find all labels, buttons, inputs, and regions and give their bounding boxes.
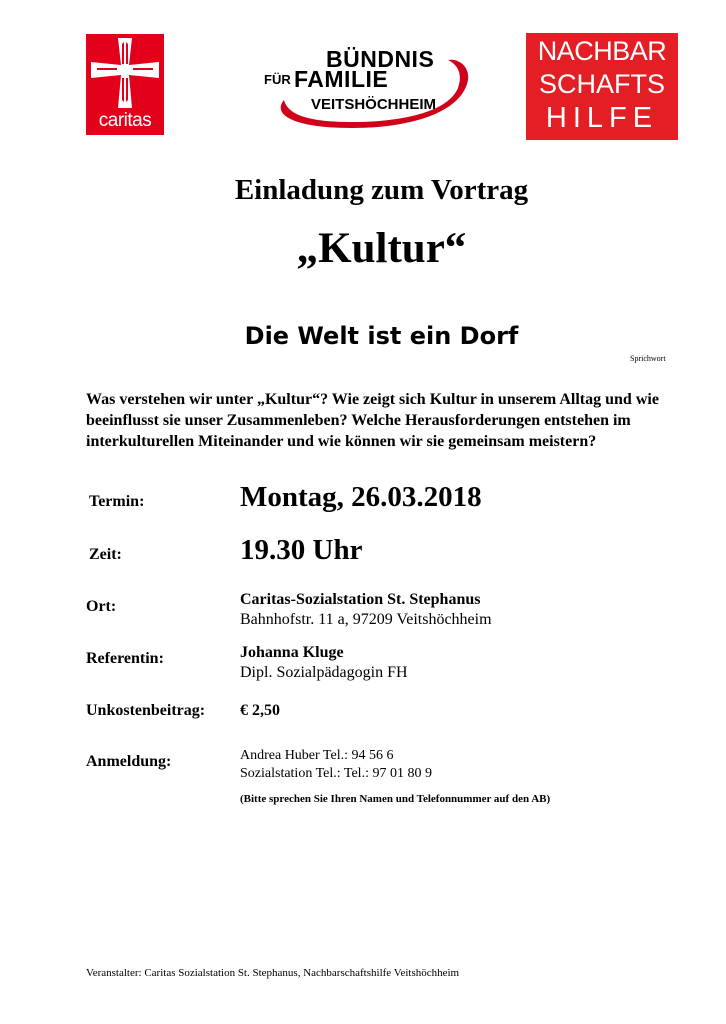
proverb-note: Sprichwort [630, 354, 666, 363]
ort-label: Ort: [86, 598, 117, 615]
anmeldung-contact-1: Andrea Huber Tel.: 94 56 6 [240, 748, 394, 763]
buendnis-logo-line2: FAMILIE [294, 66, 389, 92]
buendnis-logo-line1: BÜNDNIS [326, 46, 435, 72]
talk-subtitle: Die Welt ist ein Dorf [244, 322, 519, 350]
caritas-logo-text: caritas [98, 110, 152, 131]
caritas-logo [86, 34, 164, 135]
zeit-value: 19.30 Uhr [240, 534, 363, 566]
referentin-label: Referentin: [86, 650, 164, 667]
buendnis-fuer-familie-logo [262, 42, 472, 132]
buendnis-logo-ort: VEITSHÖCHHEIM [311, 96, 437, 113]
nachbar-logo-line2: SCHAFTS [538, 69, 665, 99]
zeit-label: Zeit: [89, 546, 122, 563]
termin-value: Montag, 26.03.2018 [240, 481, 482, 513]
intro-paragraph: Was verstehen wir unter „Kultur“? Wie zeigt sich Kultur in unserem Alltag und wie beeinflusst sie unser Zusammenleben? Welche Herausforderungen entstehen im interkulturellen Miteinander und wie können wir sie gemeinsam meistern? [86, 391, 659, 450]
caritas-flame-cross-icon [91, 38, 159, 108]
anmeldung-contact-2: Sozialstation Tel.: Tel.: 97 01 80 9 [240, 766, 432, 781]
invitation-heading: Einladung zum Vortrag [234, 174, 529, 206]
nachbar-logo-line1: NACHBAR [537, 36, 667, 66]
anmeldung-label: Anmeldung: [86, 753, 172, 770]
anmeldung-note: (Bitte sprechen Sie Ihren Namen und Telefonnummer auf den AB) [240, 793, 551, 805]
unkosten-label: Unkostenbeitrag: [86, 702, 206, 719]
nachbarschaftshilfe-logo [526, 33, 678, 140]
termin-label: Termin: [89, 493, 145, 510]
referentin-title: Dipl. Sozialpädagogin FH [240, 664, 408, 681]
ort-address: Bahnhofstr. 11 a, 97209 Veitshöchheim [240, 611, 492, 628]
organizer-footer: Veranstalter: Caritas Sozialstation St. Stephanus, Nachbarschaftshilfe Veitshöchheim [86, 967, 460, 979]
talk-title: „Kultur“ [296, 225, 467, 272]
referentin-name: Johanna Kluge [240, 644, 344, 661]
nachbar-logo-line3: HILFE [545, 102, 659, 134]
buendnis-logo-fuer: FÜR [264, 72, 291, 87]
unkosten-value: € 2,50 [240, 702, 280, 719]
ort-name: Caritas-Sozialstation St. Stephanus [240, 591, 481, 608]
